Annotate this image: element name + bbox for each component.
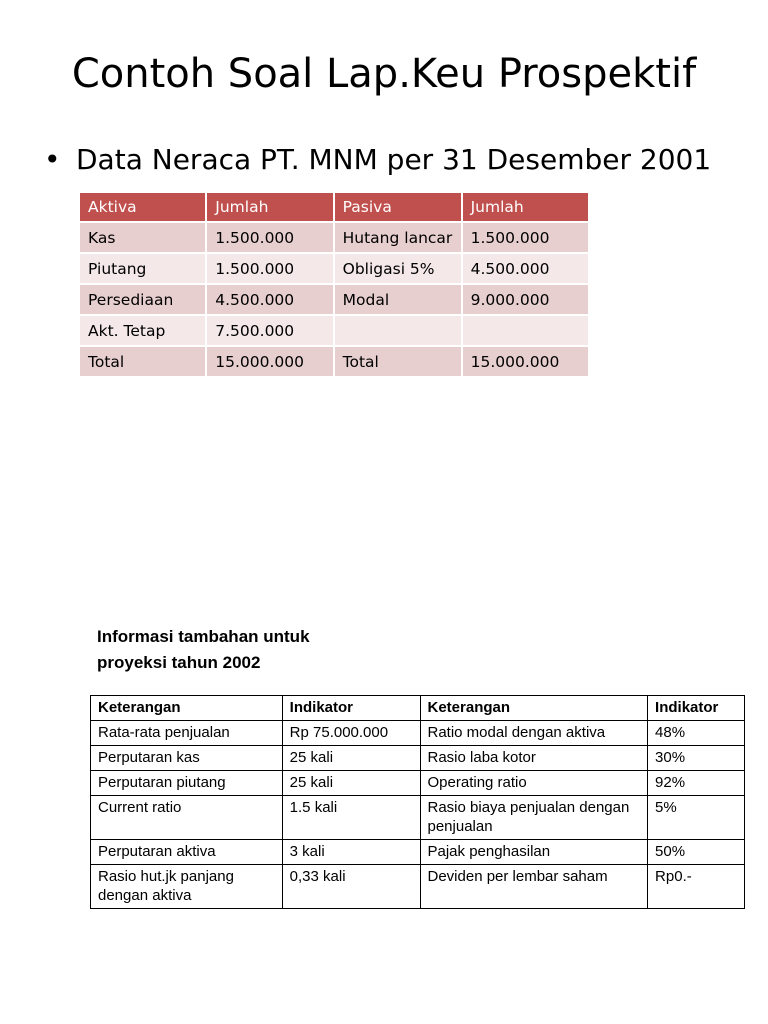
table-cell: Perputaran kas <box>91 746 283 771</box>
table-cell: 5% <box>648 796 745 840</box>
header-cell: Indikator <box>282 696 420 721</box>
table-cell: Total <box>79 346 206 377</box>
table-cell: 48% <box>648 721 745 746</box>
table-cell: 0,33 kali <box>282 865 420 909</box>
table-row <box>91 721 745 746</box>
table-cell: 50% <box>648 840 745 865</box>
table-cell: Kas <box>79 222 206 253</box>
table-cell: Rata-rata penjualan <box>91 721 283 746</box>
header-cell: Jumlah <box>462 192 589 222</box>
table-cell: 1.500.000 <box>206 222 333 253</box>
table-cell: 1.5 kali <box>282 796 420 840</box>
bullet-text: Data Neraca PT. MNM per 31 Desember 2001 <box>76 143 712 176</box>
table-row <box>91 796 745 840</box>
table-row <box>91 771 745 796</box>
table-cell: 3 kali <box>282 840 420 865</box>
table-header-row <box>91 696 745 721</box>
table-cell: Obligasi 5% <box>334 253 462 284</box>
table-cell: Perputaran aktiva <box>91 840 283 865</box>
slide-title: Contoh Soal Lap.Keu Prospektif <box>71 51 697 97</box>
info-heading <box>97 624 310 676</box>
table-cell: Rp0.- <box>648 865 745 909</box>
table-cell: 15.000.000 <box>462 346 589 377</box>
header-cell: Keterangan <box>420 696 648 721</box>
bullet-icon: • <box>44 143 61 176</box>
table-cell: Rasio laba kotor <box>420 746 648 771</box>
table-cell: 30% <box>648 746 745 771</box>
table-cell: Current ratio <box>91 796 283 840</box>
table-row <box>91 865 745 909</box>
header-cell: Keterangan <box>91 696 283 721</box>
table-cell: Modal <box>334 284 462 315</box>
table-cell: Operating ratio <box>420 771 648 796</box>
header-cell: Jumlah <box>206 192 333 222</box>
table-cell: 9.000.000 <box>462 284 589 315</box>
bullet-item <box>44 140 711 180</box>
table-cell: 7.500.000 <box>206 315 333 346</box>
table-cell: Ratio modal dengan aktiva <box>420 721 648 746</box>
header-cell: Indikator <box>648 696 745 721</box>
info-heading-line: Informasi tambahan untuk <box>97 627 310 646</box>
table-row-total <box>79 346 589 377</box>
table-cell: Hutang lancar <box>334 222 462 253</box>
table-cell <box>334 315 462 346</box>
table-row <box>79 222 589 253</box>
table-cell: Piutang <box>79 253 206 284</box>
table-cell: Akt. Tetap <box>79 315 206 346</box>
table-cell: 15.000.000 <box>206 346 333 377</box>
table-row <box>91 840 745 865</box>
table-cell: Deviden per lembar saham <box>420 865 648 909</box>
table-row <box>91 746 745 771</box>
additional-info-table <box>90 695 745 909</box>
table-cell: Pajak penghasilan <box>420 840 648 865</box>
header-cell: Pasiva <box>334 192 462 222</box>
table-cell: 1.500.000 <box>462 222 589 253</box>
info-heading-line: proyeksi tahun 2002 <box>97 653 261 672</box>
table-cell: 4.500.000 <box>206 284 333 315</box>
header-cell: Aktiva <box>79 192 206 222</box>
table-cell: Rp 75.000.000 <box>282 721 420 746</box>
table-cell: Rasio biaya penjualan dengan penjualan <box>420 796 648 840</box>
table-cell: 1.500.000 <box>206 253 333 284</box>
table-cell: 25 kali <box>282 746 420 771</box>
balance-sheet-table <box>78 191 590 378</box>
table-cell: 4.500.000 <box>462 253 589 284</box>
table-cell: 92% <box>648 771 745 796</box>
table-cell <box>462 315 589 346</box>
table-row <box>79 315 589 346</box>
table-cell: Total <box>334 346 462 377</box>
table-cell: Rasio hut.jk panjang dengan aktiva <box>91 865 283 909</box>
table-cell: 25 kali <box>282 771 420 796</box>
table-header-row <box>79 192 589 222</box>
table-row <box>79 284 589 315</box>
table-cell: Perputaran piutang <box>91 771 283 796</box>
table-row <box>79 253 589 284</box>
table-cell: Persediaan <box>79 284 206 315</box>
